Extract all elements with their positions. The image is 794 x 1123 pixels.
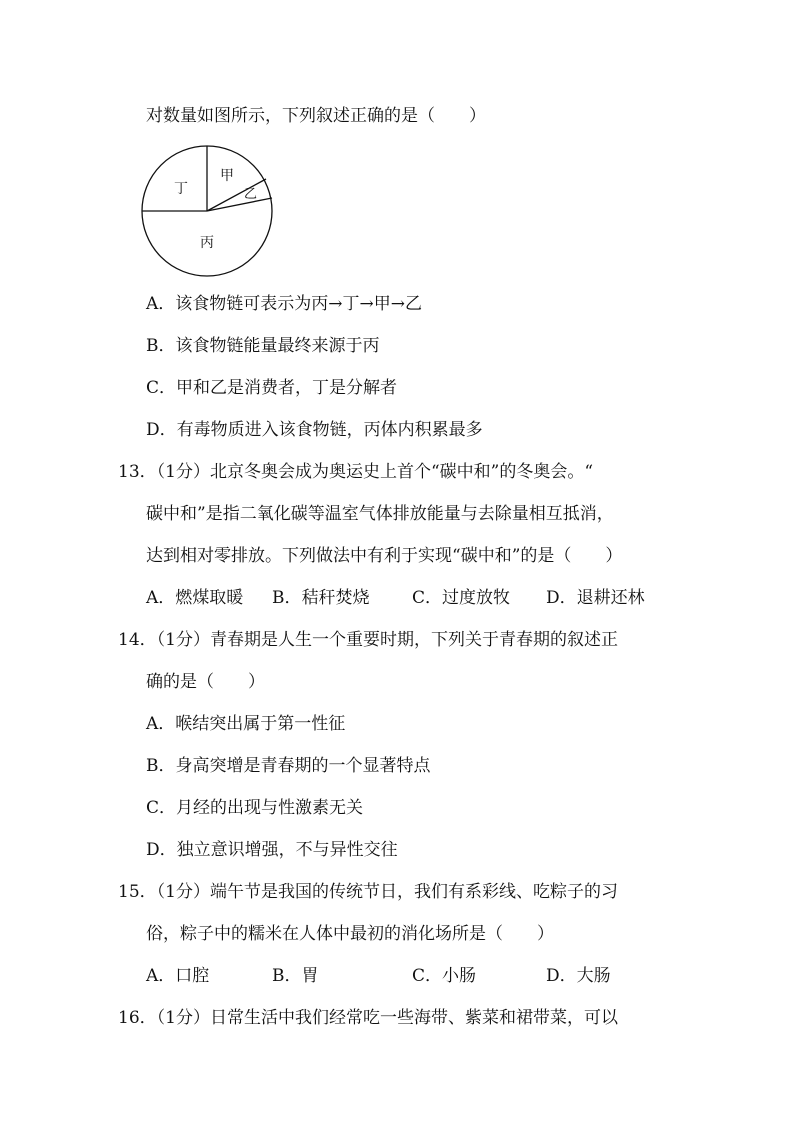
q12-option-a: A．该食物链可表示为丙→丁→甲→乙 bbox=[146, 294, 423, 314]
q15-option-b: B．胃 bbox=[272, 966, 319, 986]
q14-option-a: A．喉结突出属于第一性征 bbox=[146, 714, 346, 734]
pie-divider-jia-yi bbox=[207, 179, 266, 211]
q12-pie-figure bbox=[138, 142, 278, 282]
q13-stem-line-2: 碳中和”是指二氧化碳等温室气体排放能量与去除量相互抵消， bbox=[146, 504, 614, 524]
q15-stem-line-2: 俗，粽子中的糯米在人体中最初的消化场所是（ ） bbox=[146, 924, 554, 944]
q13-option-d: D．退耕还林 bbox=[546, 588, 645, 608]
q12-option-d: D．有毒物质进入该食物链，丙体内积累最多 bbox=[146, 420, 483, 440]
q16-stem-line-1: 16．（1分）日常生活中我们经常吃一些海带、紫菜和裙带菜，可以 bbox=[118, 1008, 618, 1028]
q13-options-row bbox=[0, 586, 794, 610]
q13-option-c: C．过度放牧 bbox=[412, 588, 511, 608]
q14-stem-line-1: 14．（1分）青春期是人生一个重要时期，下列关于青春期的叙述正 bbox=[118, 630, 618, 650]
q15-options-row bbox=[0, 964, 794, 988]
pie-label-bing: 丙 bbox=[200, 235, 214, 251]
pie-divider-yi-bing bbox=[207, 198, 272, 211]
q12-stem-tail: 对数量如图所示，下列叙述正确的是（ ） bbox=[146, 106, 486, 126]
pie-label-jia: 甲 bbox=[220, 168, 234, 184]
q13-stem-line-3: 达到相对零排放。下列做法中有利于实现“碳中和”的是（ ） bbox=[146, 546, 623, 566]
pie-label-yi: 乙 bbox=[244, 187, 258, 202]
q15-option-d: D．大肠 bbox=[546, 966, 611, 986]
q13-option-a: A．燃煤取暖 bbox=[146, 588, 244, 608]
q13-option-b: B．秸秆焚烧 bbox=[272, 588, 370, 608]
q14-option-b: B．身高突增是青春期的一个显著特点 bbox=[146, 756, 431, 776]
q12-option-c: C．甲和乙是消费者，丁是分解者 bbox=[146, 378, 398, 398]
q15-stem-line-1: 15．（1分）端午节是我国的传统节日，我们有系彩线、吃粽子的习 bbox=[118, 882, 618, 902]
q12-option-b: B．该食物链能量最终来源于丙 bbox=[146, 336, 380, 356]
q14-option-c: C．月经的出现与性激素无关 bbox=[146, 798, 364, 818]
q15-option-c: C．小肠 bbox=[412, 966, 477, 986]
q15-option-a: A．口腔 bbox=[146, 966, 210, 986]
q13-stem-line-1: 13．（1分）北京冬奥会成为奥运史上首个“碳中和”的冬奥会。“ bbox=[118, 462, 594, 482]
q14-option-d: D．独立意识增强，不与异性交往 bbox=[146, 840, 398, 860]
q14-stem-line-2: 确的是（ ） bbox=[146, 672, 265, 692]
pie-label-ding: 丁 bbox=[174, 181, 188, 197]
